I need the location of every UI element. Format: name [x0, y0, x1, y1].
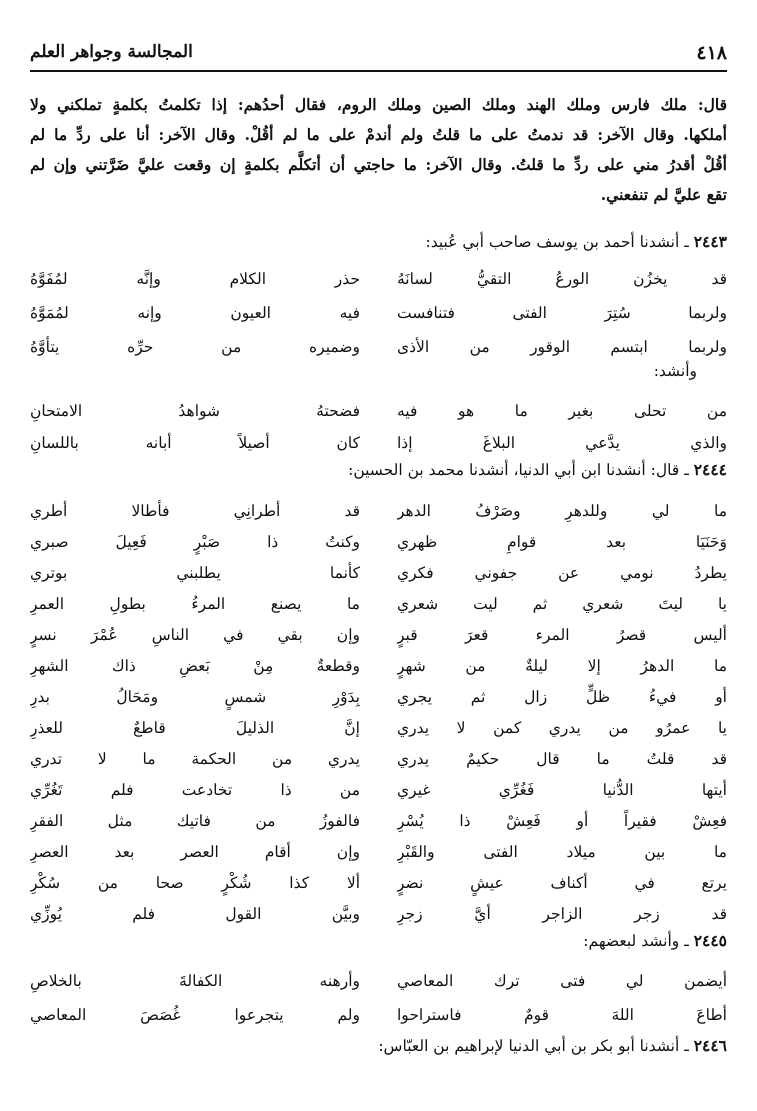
prose-paragraph — [30, 90, 727, 210]
verse-line — [30, 620, 727, 650]
prose-line: تقع عليَّ لم تنفعني. — [600, 185, 727, 204]
verse-first-hemistich: قد يخزُن الورعُ التقيُّ لسانَهُ — [397, 270, 727, 288]
verse-first-hemistich: يا عمرُو من يدري كمن لا يدري — [397, 719, 727, 737]
verse-line — [30, 868, 727, 898]
section-title: وأنشد: — [653, 362, 697, 380]
verse-second-hemistich: فالفوزُ من فاتيك مثل الفقرِ — [30, 812, 360, 830]
verse-line — [30, 806, 727, 836]
section-heading — [654, 362, 697, 380]
verse-line — [30, 332, 727, 362]
verse-second-hemistich: كأنما يطلبني بوتري — [30, 564, 360, 582]
verse-line — [30, 428, 727, 458]
page-number: ٤١٨ — [696, 42, 727, 64]
verse-first-hemistich: أليس قصرُ المرء قعرَ قبرٍ — [397, 626, 727, 644]
section-heading — [348, 460, 727, 479]
verse-second-hemistich: من ذا تخادعت فلم تَغُرِّي — [30, 781, 360, 799]
verse-first-hemistich: أيضمن لي فتى ترك المعاصي — [397, 972, 727, 990]
verse-second-hemistich: وإن بقي في الناسِ عُمْرَ نسرٍ — [30, 626, 360, 644]
verse-first-hemistich: يطردُ نومي عن جفوني فكري — [397, 564, 727, 582]
section-title: ـ قال: أنشدنا ابن أبي الدنيا، أنشدنا محمد بن الحسين: — [348, 461, 694, 479]
verse-line — [30, 496, 727, 526]
section-title: ـ أنشدنا أحمد بن يوسف صاحب أبي عُبيد: — [425, 233, 694, 251]
verse-line — [30, 298, 727, 328]
verse-line — [30, 651, 727, 681]
verse-line — [30, 775, 727, 805]
verse-line — [30, 527, 727, 557]
section-number: ٢٤٤٥ — [693, 931, 727, 950]
section-number: ٢٤٤٤ — [693, 460, 727, 479]
verse-second-hemistich: وإن أقام العصر بعد العصرِ — [30, 843, 360, 861]
verse-second-hemistich: ما يصنع المرءُ بطولِ العمرِ — [30, 595, 360, 613]
verse-first-hemistich: فعِشْ فقيراً أو فَعِشْ ذا يُسْرِ — [397, 812, 727, 830]
section-number: ٢٤٤٦ — [693, 1036, 727, 1055]
verse-first-hemistich: ما لي وللدهرِ وصَرْفُ الدهر — [397, 502, 727, 520]
verse-second-hemistich: يدري من الحكمة ما لا تدري — [30, 750, 360, 768]
verse-first-hemistich: أيتها الدُّنيا فَغُرِّي غيري — [397, 781, 727, 799]
verse-second-hemistich: فضحتهُ شواهدُ الامتحانِ — [30, 402, 360, 420]
verse-first-hemistich: أو فيءُ ظلٍّ زال ثم يجري — [397, 688, 727, 706]
section-number: ٢٤٤٣ — [693, 232, 727, 251]
section-heading — [378, 1036, 727, 1055]
section-title: ـ وأنشد لبعضهم: — [583, 932, 694, 950]
prose-line: قال: ملك فارس وملك الهند وملك الصين وملك الروم، فقال أحدُهم: إذا تكلمتُ بكلمةٍ تملكني ولا — [30, 95, 727, 114]
verse-second-hemistich: وأرهنه الكفالةَ بالخلاصِ — [30, 972, 360, 990]
verse-first-hemistich: من تحلى بغير ما هو فيه — [397, 402, 727, 420]
prose-line: أملكها. وقال الآخر: قد ندمتُ على ما قلتُ ولم أندمْ على ما لم أقُلْ. وقال الآخر: أنا على ردِّ ما لم — [30, 125, 727, 144]
verse-second-hemistich: وبيَّن القول فلم يُوزِّي — [30, 905, 360, 923]
verse-line — [30, 264, 727, 294]
verse-first-hemistich: ولربما ابتسم الوقور من الأذى — [397, 338, 727, 356]
verse-first-hemistich: قد زجر الزاجر أيَّ زجرِ — [397, 905, 727, 923]
verse-line — [30, 558, 727, 588]
verse-first-hemistich: والذي يدَّعي البلاغَ إذا — [397, 434, 727, 452]
book-title: المجالسة وجواهر العلم — [30, 42, 193, 62]
section-title: ـ أنشدنا أبو بكر بن أبي الدنيا لإبراهيم بن العبّاس: — [378, 1037, 694, 1055]
section-heading — [425, 232, 727, 251]
verse-line — [30, 682, 727, 712]
verse-first-hemistich: أطاعَ اللهَ قومٌ فاستراحوا — [397, 1006, 727, 1024]
verse-second-hemistich: فيه العيون وإنه لمُمَوَّهُ — [30, 304, 360, 322]
verse-line — [30, 966, 727, 996]
verse-second-hemistich: وضميره من حرِّه يتأوَّهُ — [30, 338, 360, 356]
verse-first-hemistich: ما بين ميلاد الفتى والقَبْرِ — [397, 843, 727, 861]
page-header — [30, 38, 727, 68]
verse-first-hemistich: قد قلتُ ما قال حكيمٌ يدري — [397, 750, 727, 768]
verse-line — [30, 744, 727, 774]
verse-second-hemistich: كان أصيلاً أبانه باللسانِ — [30, 434, 360, 452]
verse-first-hemistich: يا ليتَ شعري ثم ليت شعري — [397, 595, 727, 613]
verse-second-hemistich: قد أطرانِي فأطالا أطري — [30, 502, 360, 520]
verse-first-hemistich: ما الدهرُ إلا ليلةٌ من شهرٍ — [397, 657, 727, 675]
verse-line — [30, 1000, 727, 1030]
verse-line — [30, 837, 727, 867]
verse-line — [30, 396, 727, 426]
verse-first-hemistich: ولربما سُتِرَ الفتى فتنافست — [397, 304, 727, 322]
verse-second-hemistich: بِدَوْرِ شمسٍ ومَحَالُ بدرِ — [30, 688, 360, 706]
header-divider — [30, 70, 727, 72]
verse-line — [30, 713, 727, 743]
verse-line — [30, 589, 727, 619]
verse-line — [30, 899, 727, 929]
verse-first-hemistich: يرتع في أكناف عيشٍ نضرٍ — [397, 874, 727, 892]
verse-first-hemistich: وَحَنَيَا بعد قوامِ ظهري — [397, 533, 727, 551]
verse-second-hemistich: وقطعةٌ مِنْ بَعضِ ذاك الشهرِ — [30, 657, 360, 675]
verse-second-hemistich: حذر الكلام وإنَّه لمُفَوَّهُ — [30, 270, 360, 288]
verse-second-hemistich: إنَّ الذليلَ قاطعٌ للعذرِ — [30, 719, 360, 737]
prose-line: أقُلْ أقدرُ مني على ردِّ ما قلتُ. وقال الآخر: ما حاجتي أن أتكلَّم بكلمةٍ إن وقعت عليَّ ضَرَّتني وإن لم — [30, 155, 727, 174]
verse-second-hemistich: وكنتُ ذا صَبْرٍ فَعِيلَ صبري — [30, 533, 360, 551]
verse-second-hemistich: ألا كذا شُكْرٍ صحا من سُكْرِ — [30, 874, 360, 892]
section-heading — [583, 931, 727, 950]
verse-second-hemistich: ولم يتجرعوا غُصَصَ المعاصي — [30, 1006, 360, 1024]
